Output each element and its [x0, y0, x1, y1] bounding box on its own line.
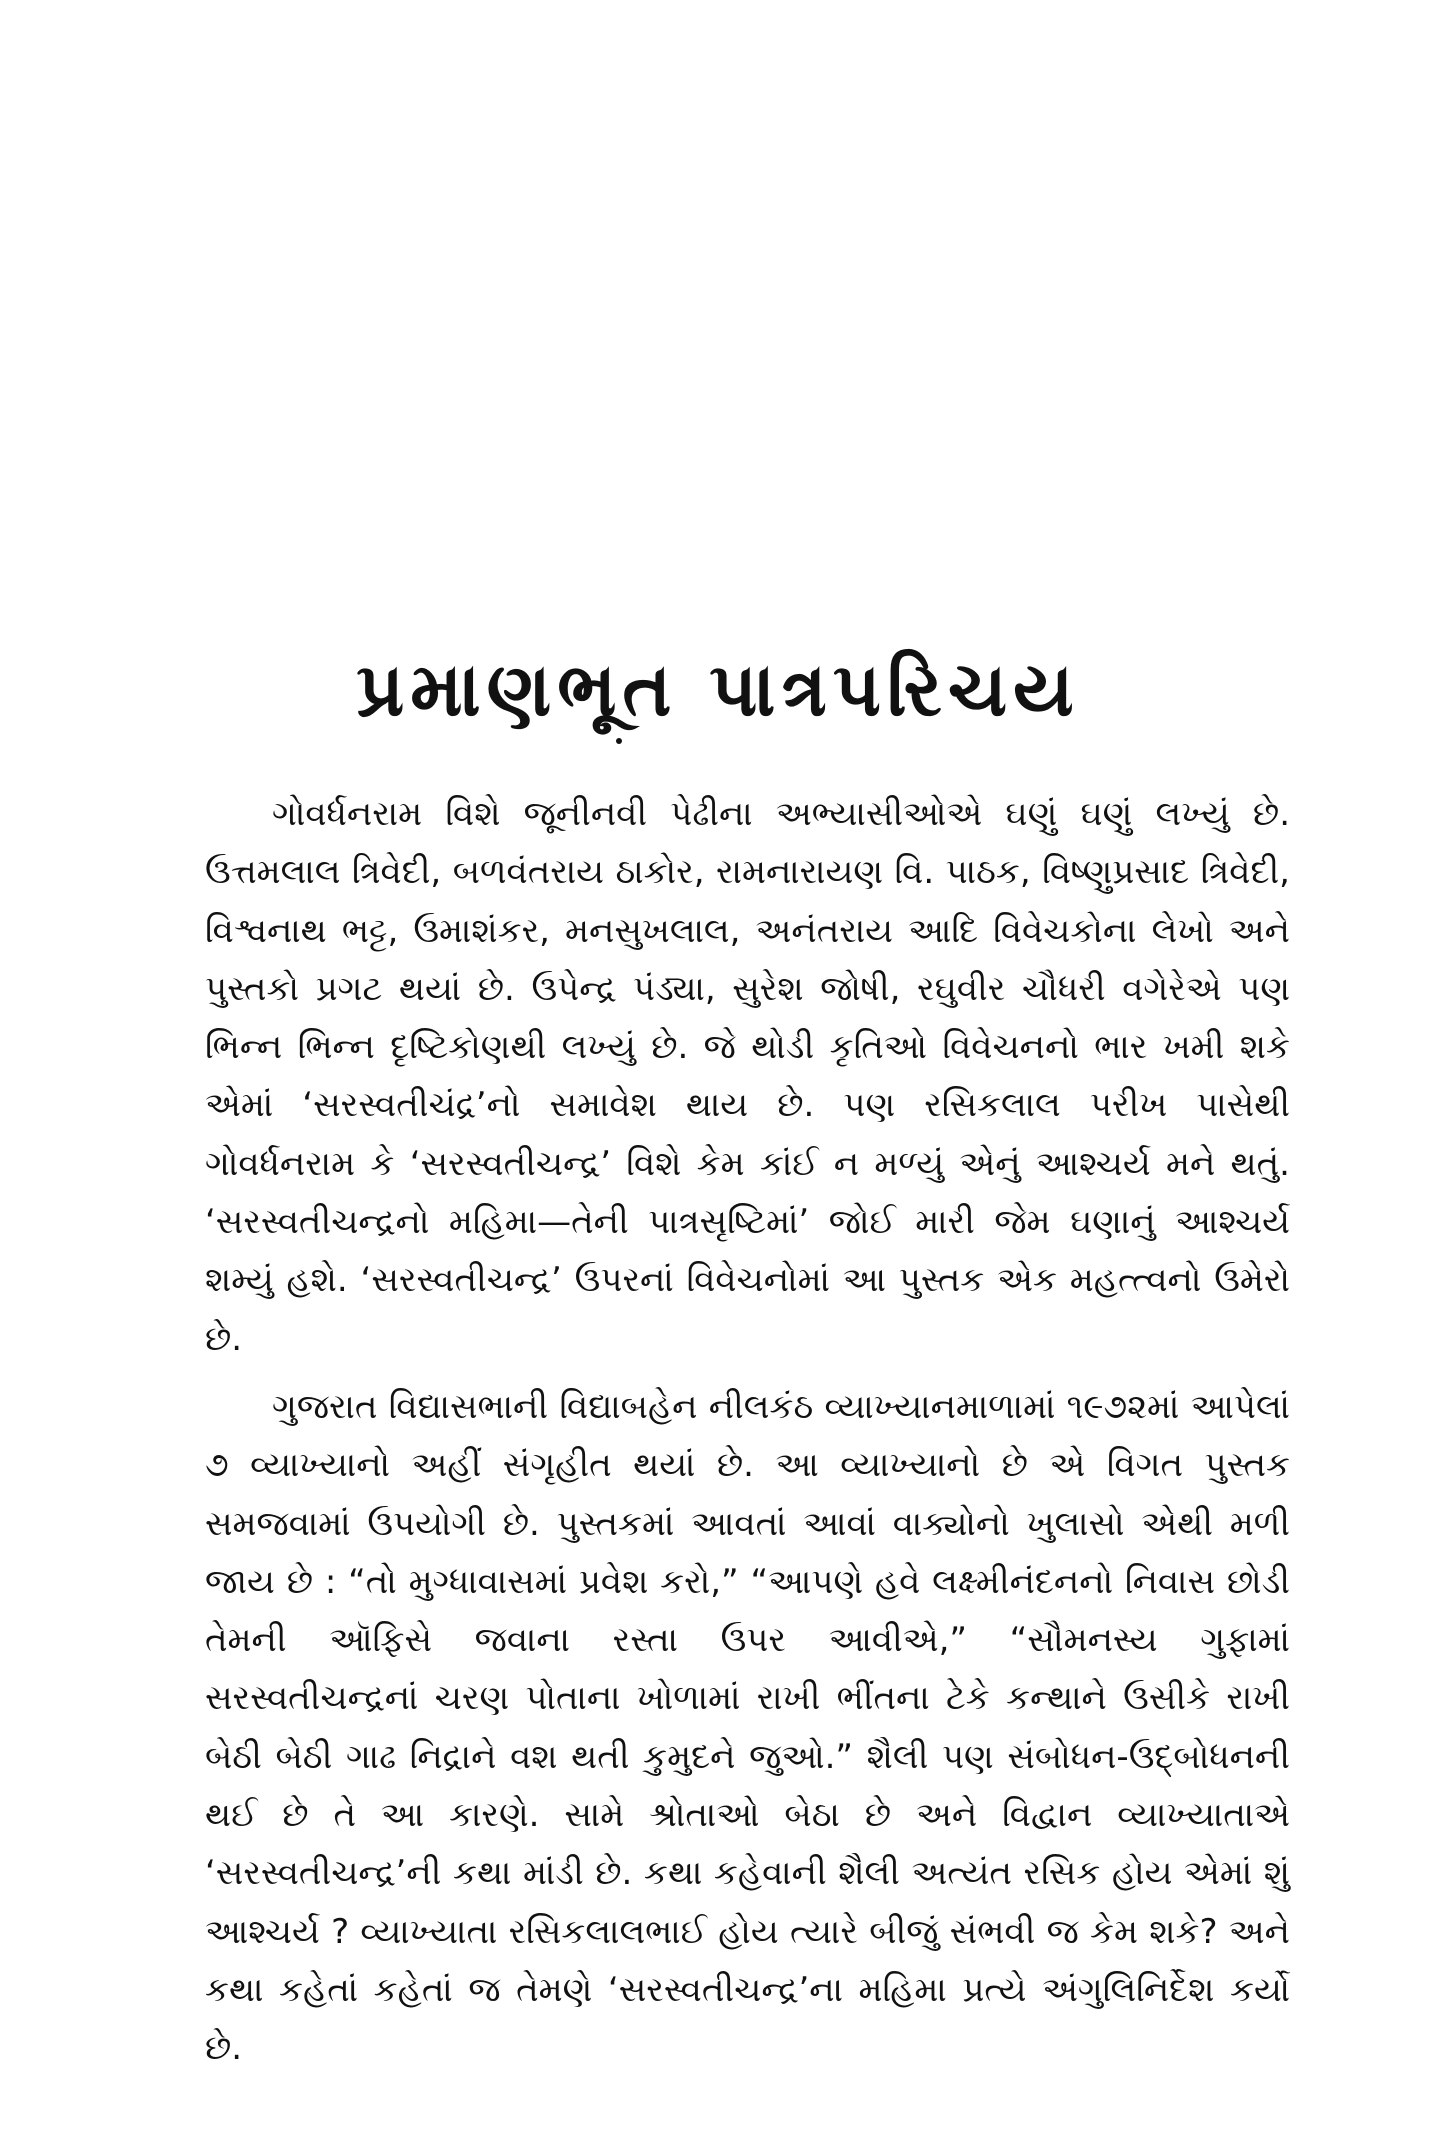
body-text [205, 785, 1290, 2088]
title-ornament-dot [616, 738, 622, 744]
paragraph-1: ગોવર્ધનરામ વિશે જૂનીનવી પેઢીના અભ્યાસીઓએ ઘણું ઘણું લખ્યું છે. ઉત્તમલાલ ત્રિવેદી, બળવંતરાય ઠાકોર, રામનારાયણ વિ. પાઠક, વિષ્ણુપ્રસાદ ત્રિવેદી, વિશ્વનાથ ભટ્ટ, ઉમાશંકર, મનસુખલાલ, અનંતરાય આદિ વિવેચકોના લેખો અને પુસ્તકો પ્રગટ થયાં છે. ઉપેન્દ્ર પંડ્યા, સુરેશ જોષી, રઘુવીર ચૌધરી વગેરેએ પણ ભિન્ન ભિન્ન દૃષ્ટિકોણથી લખ્યું છે. જે થોડી કૃતિઓ વિવેચનનો ભાર ખમી શકે એમાં ‘સરસ્વતીચંદ્ર’નો સમાવેશ થાય છે. પણ રસિકલાલ પરીખ પાસેથી ગોવર્ધનરામ કે ‘સરસ્વતીચન્દ્ર’ વિશે કેમ કાંઈ ન મળ્યું એનું આશ્ચર્ય મને થતું. ‘સરસ્વતીચન્દ્રનો મહિમા—તેની પાત્રસૃષ્ટિમાં’ જોઈ મારી જેમ ઘણાનું આશ્ચર્ય શમ્યું હશે. ‘સરસ્વતીચન્દ્ર’ ઉપરનાં વિવેચનોમાં આ પુસ્તક એક મહત્ત્વનો ઉમેરો છે. [205, 794, 1290, 1359]
paragraph-2: ગુજરાત વિદ્યાસભાની વિદ્યાબહેન નીલકંઠ વ્યાખ્યાનમાળામાં ૧૯૭૨માં આપેલાં ૭ વ્યાખ્યાનો અહીં સંગૃહીત થયાં છે. આ વ્યાખ્યાનો છે એ વિગત પુસ્તક સમજવામાં ઉપયોગી છે. પુસ્તકમાં આવતાં આવાં વાક્યોનો ખુલાસો એથી મળી જાય છે : “તો મુગ્ધાવાસમાં પ્રવેશ કરો,” “આપણે હવે લક્ષ્મીનંદનનો નિવાસ છોડી તેમની ઑફિસે જવાના રસ્તા ઉપર આવીએ,” “સૌમનસ્ય ગુફામાં સરસ્વતીચન્દ્રનાં ચરણ પોતાના ખોળામાં રાખી ભીંતના ટેકે કન્થાને ઉસીકે રાખી બેઠી બેઠી ગાઢ નિદ્રાને વશ થતી કુમુદને જુઓ.” શૈલી પણ સંબોધન-ઉદ્બોધનની થઈ છે તે આ કારણે. સામે શ્રોતાઓ બેઠા છે અને વિદ્વાન વ્યાખ્યાતાએ ‘સરસ્વતીચન્દ્ર’ની કથા માંડી છે. કથા કહેવાની શૈલી અત્યંત રસિક હોય એમાં શું આશ્ચર્ય ? વ્યાખ્યાતા રસિકલાલભાઈ હોય ત્યારે બીજું સંભવી જ કેમ શકે? અને કથા કહેતાં કહેતાં જ તેમણે ‘સરસ્વતીચન્દ્ર’ના મહિમા પ્રત્યે અંગુલિનિર્દેશ કર્યો છે. [205, 1386, 1290, 2069]
page-title: પ્રમાણભૂત પાત્રપરિચય [356, 646, 1080, 733]
